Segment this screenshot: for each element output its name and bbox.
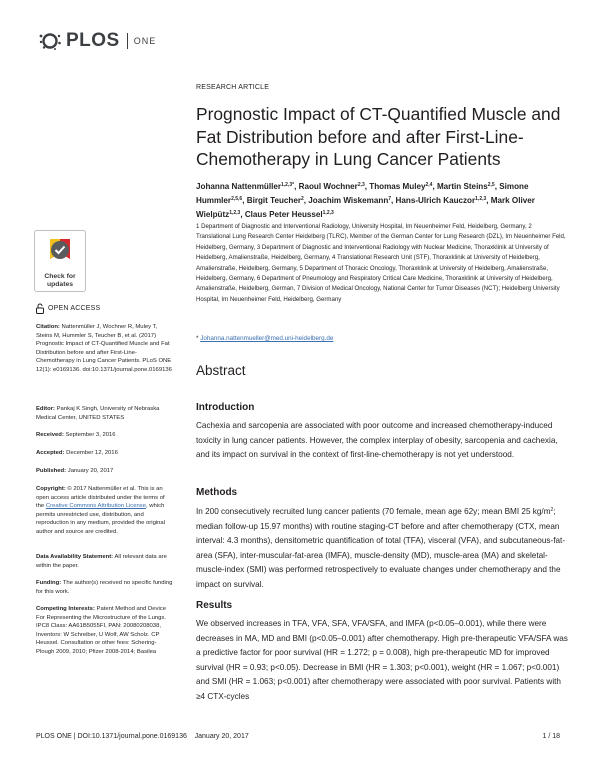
published-text: January 20, 2017 — [66, 468, 114, 474]
copyright-text-2: , which permits unrestricted use, distribution, and reproduction in any medium, provided the original author and source are credited. — [36, 503, 166, 535]
check-for-updates-badge[interactable] — [34, 230, 86, 292]
open-access-label — [36, 303, 100, 314]
corresponding-email — [196, 335, 333, 342]
data-availability-label: Data Availability Statement: — [36, 554, 114, 560]
competing-interests-block — [36, 605, 174, 657]
funding-block — [36, 579, 174, 596]
article-type: RESEARCH ARTICLE — [196, 84, 270, 91]
methods-text-part2: ; median follow-up 15.97 months) with routine staging-CT before and after chemotherapy (CTX, mean interval: 4.3 months), densitometric quantification of total (TFA), visceral (VFA), and subcutaneous-fat-area (SFA), inter-muscular-fat-area (IMFA), muscle-density (MD), muscle-area (MA) and skeletal-muscle-index (SMI) was performed retrospectively to evaluate changes under chemotherapy and the impact on survival. — [196, 507, 566, 589]
introduction-heading: Introduction — [196, 402, 255, 413]
author-affiliation-sup: 1,2,3 — [281, 182, 293, 188]
copyright-block — [36, 485, 174, 537]
author-name: Claus Peter Heussel — [244, 210, 323, 220]
author-affiliation-sup: 2,4 — [425, 182, 433, 188]
author-name: Birgit Teucher — [246, 196, 301, 206]
author-separator: , — [240, 210, 245, 220]
logo-main-text: PLOS — [66, 30, 120, 51]
published-block — [36, 467, 174, 476]
competing-interests-text: Patent Method and Device For Representing the Microstructure of the Lungs. IPC8 Class: AA61B5055FI, PAN: 20080208038, Inventors: W Schreiber, U Wolf, AW Scholz. CP Heussel. Consultation or other fees: Schering-Plough 2009, 2010; Pfizer 2008-2014; Basilea — [36, 606, 166, 655]
editor-text: Pankaj K Singh, University of Nebraska Medical Center, UNITED STATES — [36, 406, 160, 421]
author-separator: , — [303, 196, 309, 206]
copyright-label: Copyright: — [36, 486, 66, 492]
data-availability-text: All relevant data are within the paper. — [36, 554, 167, 569]
editor-block — [36, 405, 174, 422]
author-separator: , — [242, 196, 247, 206]
results-heading: Results — [196, 600, 233, 611]
author-separator: , — [364, 182, 370, 191]
cc-license-link[interactable]: Creative Commons Attribution License — [45, 503, 147, 510]
email-mark: * — [196, 335, 201, 342]
author-affiliation-sup: 1,2,3 — [322, 210, 334, 217]
accepted-text: December 12, 2016 — [64, 450, 118, 456]
open-lock-icon — [36, 303, 44, 314]
author-affiliation-sup: 1,2,3 — [229, 210, 241, 217]
crossmark-line1: Check for — [44, 273, 76, 280]
introduction-text: Cachexia and sarcopenia are associated with poor outcome and increased chemotherapy-induced toxicity in lung cancer patients. However, the complex interplay of obesity, sarcopenia and cachexia, and its impact on survival in the context of first-line-chemotherapy is not yet understood. — [196, 421, 558, 459]
author-name: Hans-Ulrich Kauczor — [395, 196, 476, 206]
affiliations: 1 Department of Diagnostic and Interventional Radiology, University Hospital, Im Neuenheimer Feld, Heidelberg, Germany, 2 Translational Lung Research Center Heidelberg (TLRC), Member of the German Center for Lung Research (DZL), Im Neuenheimer Feld, Heidelberg, Germany, 3 Department of Diagnostic and Interventional Radiology with Nuclear Medicine, Thoraxklinik at University of Heidelberg, Amalienstraße, Heidelberg, Germany, 4 Translational Research Unit (STF), Thoraxklinik at University of Heidelberg, Amalienstraße, Heidelberg, Germany, 5 Department of Thoracic Oncology, Thoraxklinik at University of Heidelberg, Amalienstraße, Heidelberg, Germany, 6 Department of Pneumology and Respiratory Critical Care Medicine, Thoraxklinik at University of Heidelberg, Amalienstraße, Heidelberg, German, 7 Division of Medical Oncology, National Center for Tumor Diseases (NCT); Heidelberg University Hospital, Im Neuenheimer Feld, Heidelberg, Germany — [196, 223, 566, 303]
author-affiliation-sup: 7 — [388, 196, 392, 203]
logo-divider — [127, 33, 128, 49]
author-name: Thomas Muley — [369, 182, 426, 191]
article-title: Prognostic Impact of CT-Quantified Muscle and Fat Distribution before and after First-Line-Chemotherapy in Lung Cancer Patients — [196, 104, 561, 169]
received-text: September 3, 2016 — [63, 432, 116, 438]
methods-superscript: 2 — [550, 507, 554, 513]
author-separator: , — [432, 182, 437, 191]
editor-label: Editor: — [36, 406, 55, 412]
footer-citation: PLOS ONE | DOI:10.1371/journal.pone.0169136 January 20, 2017 — [36, 733, 249, 740]
plos-logo[interactable] — [38, 30, 156, 52]
copyright-text-1: © 2017 Nattenmüller et al. This is an open access article distributed under the terms of the — [36, 486, 165, 510]
funding-text: The author(s) received no specific funding for this work. — [36, 580, 173, 595]
author-affiliation-sup: 2,5 — [487, 182, 495, 188]
author-affiliation-sup: 2 — [300, 196, 304, 203]
published-label: Published: — [36, 468, 67, 474]
author-separator: , — [391, 196, 396, 206]
author-affiliation-sup: 2,5,6 — [231, 196, 243, 203]
author-name: Mark Oliver Wielpütz — [196, 196, 535, 220]
citation-block — [36, 323, 174, 375]
methods-text — [196, 503, 568, 592]
received-block — [36, 431, 174, 440]
corresponding-author-mark: * — [292, 182, 295, 188]
author-name: Martin Steins — [436, 182, 488, 191]
abstract-heading: Abstract — [196, 363, 246, 378]
crossmark-icon — [47, 236, 73, 266]
author-name: Johanna Nattenmüller — [196, 182, 282, 191]
logo-sub-text: ONE — [133, 36, 157, 46]
author-name: Joachim Wiskemann — [308, 196, 389, 206]
data-availability-block — [36, 553, 174, 570]
author-name: Raoul Wochner — [298, 182, 358, 191]
author-list — [196, 179, 566, 221]
received-label: Received: — [36, 432, 64, 438]
methods-heading: Methods — [196, 487, 238, 498]
author-affiliation-sup: 2,3 — [357, 182, 365, 188]
citation-label: Citation: — [36, 324, 60, 330]
author-name: Simone Hummler — [196, 182, 529, 206]
accepted-block — [36, 449, 174, 458]
open-access-text: OPEN ACCESS — [48, 305, 101, 312]
plos-logo-mark-icon — [38, 31, 62, 51]
results-text: We observed increases in TFA, VFA, SFA, VFA/SFA, and IMFA (p<0.05–0.001), while there were decreases in MA, MD and BMI (p<0.05–0.001) after chemotherapy. High pre-therapeutic VFA/SFA was a predictive factor for poor survival (HR = 1.272; p = 0.008), high pre-therapeutic MD for improved survival (HR = 0.93; p<0.05). Decrease in BMI (HR = 1.303; p<0.001), weight (HR = 1.067; p<0.001) and SMI (HR = 1.063; p<0.001) after chemotherapy were associated with poor survival. Patients with ≥4 CTX-cycles — [196, 619, 568, 701]
author-affiliation-sup: 1,2,3 — [475, 196, 487, 203]
author-separator: , — [494, 182, 500, 191]
page-number: 1 / 18 — [542, 733, 560, 740]
citation-text: Nattenmüller J, Wochner R, Muley T, Steins M, Hummler S, Teucher B, et al. (2017) Prognostic Impact of CT-Quantified Muscle and Fat Distribution before and after First-Line-Chemotherapy in Lung Cancer Patients. PLoS ONE 12(1): e0169136. doi:10.1371/journal.pone.0169136 — [36, 324, 172, 373]
accepted-label: Accepted: — [36, 450, 65, 456]
author-separator: , — [294, 182, 299, 191]
competing-interests-label: Competing Interests: — [36, 606, 95, 612]
crossmark-line2: updates — [46, 280, 74, 288]
email-link[interactable]: Johanna.nattenmueller@med.uni-heidelberg.de — [200, 335, 334, 342]
methods-text-part1: In 200 consecutively recruited lung cancer patients (70 female, mean age 62y; mean BMI 25 kg/m — [196, 507, 551, 516]
author-separator: , — [486, 196, 491, 206]
funding-label: Funding: — [36, 580, 62, 586]
